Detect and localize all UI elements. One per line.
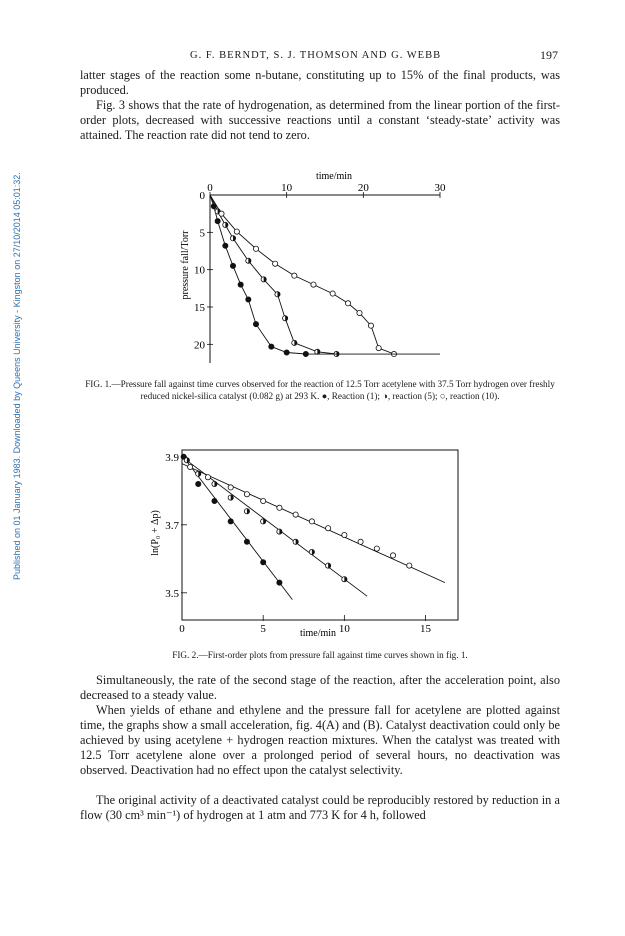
page-number: 197 (540, 48, 558, 62)
fig1-data-point (292, 340, 297, 345)
fig1-data-point (230, 263, 235, 268)
fig2-data-point (228, 495, 233, 500)
figure-2-caption: FIG. 2.—First-order plots from pressure fall against time curves shown in fig. 1. (172, 650, 468, 660)
fig1-data-point (261, 277, 266, 282)
fig1-y-tick-label: 15 (194, 302, 205, 314)
fig2-data-point (205, 475, 210, 480)
fig1-y-tick-label: 20 (194, 339, 205, 352)
fig2-y-tick-label: 3.7 (165, 519, 179, 532)
fig1-data-point (345, 301, 350, 306)
fig2-data-point (261, 498, 266, 503)
fig1-xlabel: time/min (315, 171, 353, 182)
fig2-data-point (196, 481, 201, 486)
fig2-data-point (293, 512, 298, 517)
fig1-data-point (284, 350, 289, 355)
fig1-data-point (223, 222, 228, 227)
fig1-data-point (368, 323, 373, 328)
fig2-data-point (390, 553, 395, 558)
fig2-data-point (261, 519, 266, 524)
fig1-data-point (283, 316, 288, 321)
fig1-data-point (246, 297, 251, 302)
fig2-data-point (309, 549, 314, 554)
fig1-data-point (357, 310, 362, 315)
paragraph-4: When yields of ethane and ethylene and the pressure fall for acetylene are plotted against time, the graphs show a small acceleration, fig. 4(A) and (B). Catalyst deactivation could only be achieved by using acetylene + hydrogen reaction mixtures. When the catalyst was treated with 12.5 Torr acetylene alone over a prolonged period of several hours, no deactivation was observed. Deactivation had no effect upon the catalyst selectivity. (80, 703, 560, 777)
fig1-data-point (230, 236, 235, 241)
fig2-data-point (228, 485, 233, 490)
fig2-data-point (188, 464, 193, 469)
header-authors: G. F. BERNDT, S. J. THOMSON AND G. WEBB (190, 50, 442, 61)
fig1-data-point (219, 211, 224, 216)
fig2-data-point (261, 560, 266, 565)
fig2-data-point (309, 519, 314, 524)
paragraph-3: Simultaneously, the rate of the second stage of the reaction, after the acceleration point, also decreased to a steady value. (80, 673, 560, 702)
fig1-data-point (253, 246, 258, 251)
paragraph-1: latter stages of the reaction some n-butane, constituting up to 15% of the final products, was produced. (80, 68, 560, 97)
fig2-ylabel: ln(P₀ + Δp) (150, 510, 161, 556)
fig2-data-point (342, 577, 347, 582)
fig2-data-point (277, 505, 282, 510)
fig1-data-point (269, 344, 274, 349)
download-note: Published on 01 January 1983. Downloaded by Queens University - Kingston on 27/10/2014 05:01:32. (12, 172, 22, 580)
fig1-data-point (253, 322, 258, 327)
fig1-data-point (215, 219, 220, 224)
fig2-data-point (358, 539, 363, 544)
fig1-data-point (223, 243, 228, 248)
fig1-data-point (275, 292, 280, 297)
fig1-x-tick-label: 30 (434, 182, 446, 194)
fig1-y-tick-label: 10 (194, 264, 205, 277)
fig2-data-point (407, 563, 412, 568)
fig1-x-tick-label: 0 (207, 182, 213, 194)
fig2-data-point (326, 563, 331, 568)
fig1-ylabel: pressure fall/Torr (180, 230, 191, 300)
fig2-frame (182, 450, 458, 620)
fig2-data-point (244, 509, 249, 514)
fig1-data-point (273, 261, 278, 266)
fig1-series-line (210, 195, 394, 354)
fig1-data-point (238, 282, 243, 287)
fig1-data-point (330, 291, 335, 296)
fig2-data-point (228, 519, 233, 524)
fig2-data-point (184, 458, 189, 463)
fig2-x-tick-label: 5 (260, 623, 266, 635)
fig1-data-point (234, 229, 239, 234)
fig2-y-tick-label: 3.9 (165, 451, 179, 464)
fig2-data-point (277, 529, 282, 534)
figure-1-chart (0, 165, 625, 365)
fig2-data-point (342, 532, 347, 537)
paragraph-5: The original activity of a deactivated catalyst could be reproducibly restored by reduction in a flow (30 cm³ min⁻¹) of hydrogen at 1 atm and 773 K for 4 h, followed (80, 793, 560, 822)
fig2-data-point (244, 539, 249, 544)
fig1-series-line (210, 195, 337, 354)
fig2-data-point (326, 526, 331, 531)
fig2-data-point (212, 498, 217, 503)
fig1-x-tick-label: 10 (281, 182, 293, 194)
figure-2-chart (0, 438, 625, 643)
fig1-y-tick-label: 5 (199, 227, 205, 240)
fig1-series-line (210, 195, 306, 354)
fig1-data-point (311, 282, 316, 287)
fig2-xlabel: time/min (299, 628, 337, 639)
fig2-x-tick-label: 10 (338, 623, 350, 635)
fig2-data-point (212, 481, 217, 486)
fig2-x-tick-label: 15 (420, 623, 432, 635)
fig1-y-tick-label: 0 (199, 190, 205, 202)
figure-1-caption: FIG. 1.—Pressure fall against time curves observed for the reaction of 12.5 Torr acetylene with 37.5 Torr hydrogen over freshly reduced nickel-silica catalyst (0.082 g) at 293 K. ●, Reaction (1); ◑, reaction (5); ○, reaction (10). (85, 379, 555, 401)
fig1-data-point (376, 345, 381, 350)
fig1-x-tick-label: 20 (357, 182, 369, 194)
paragraph-2: Fig. 3 shows that the rate of hydrogenation, as determined from the linear portion of the first-order plots, decreased with successive reactions until a constant ‘steady-state’ activity was attained. The reaction rate did not tend to zero. (80, 98, 560, 142)
fig2-data-point (277, 580, 282, 585)
fig1-data-point (292, 273, 297, 278)
fig2-x-tick-label: 0 (179, 623, 185, 635)
fig2-y-tick-label: 3.5 (165, 587, 179, 600)
fig2-data-point (244, 492, 249, 497)
fig2-data-point (374, 546, 379, 551)
fig2-data-point (293, 539, 298, 544)
fig1-data-point (246, 258, 251, 263)
